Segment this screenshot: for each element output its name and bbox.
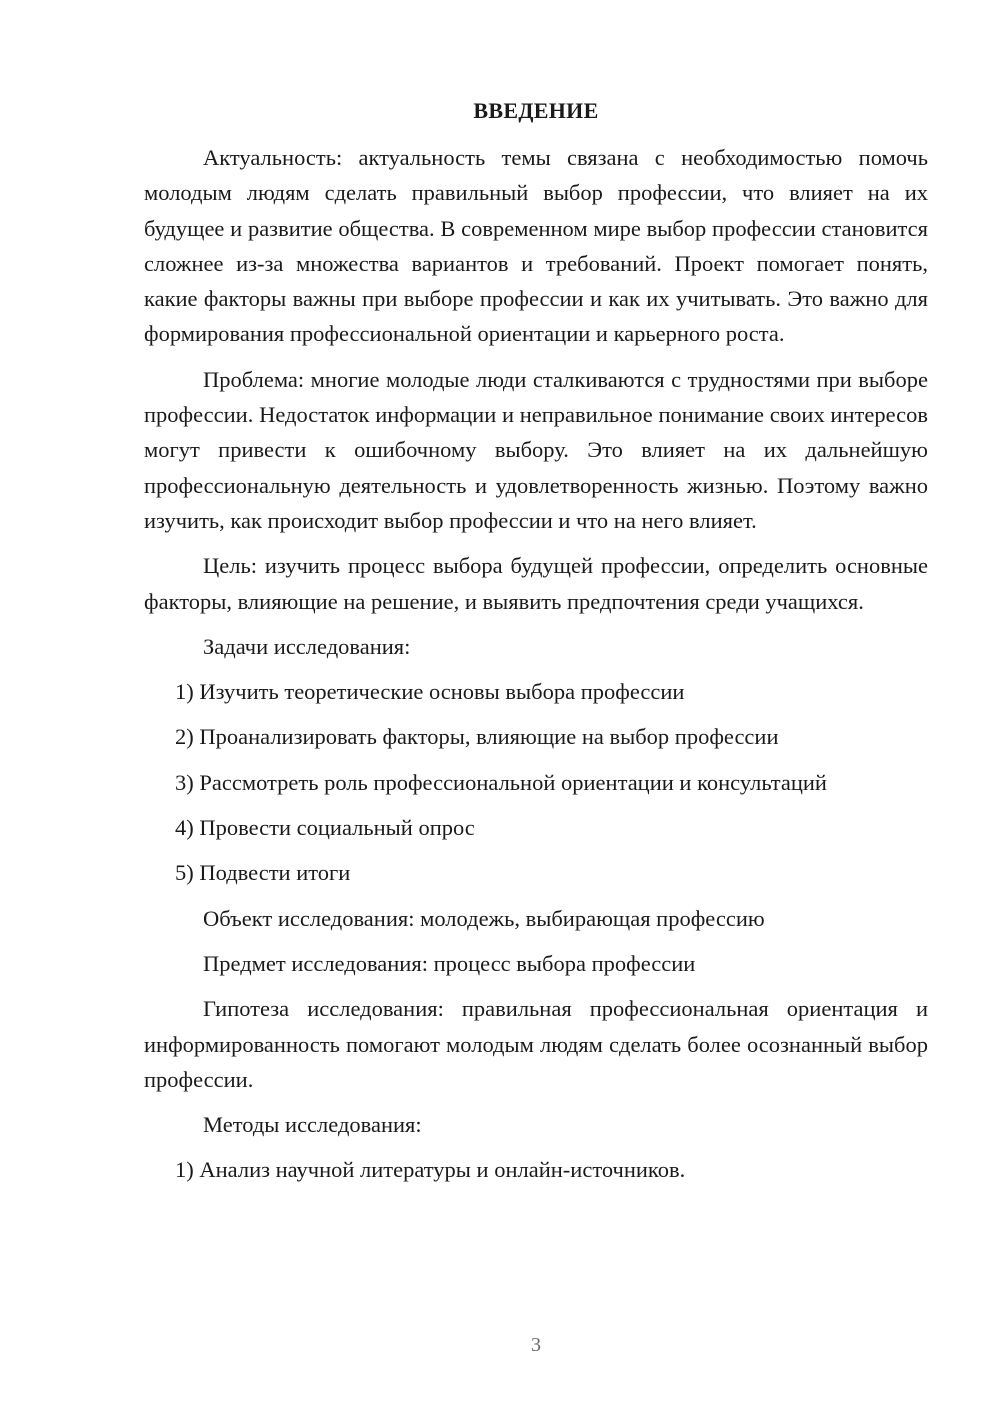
paragraph-problem: Проблема: многие молодые люди сталкиваются с трудностями при выборе профессии. Недостаток информации и неправильное понимание своих интересов могут привести к ошибочному выбору. Это влияет на их дальнейшую профессиональную деятельность и удовлетворенность жизнью. Поэтому важно изучить, как происходит выбор профессии и что на него влияет.	[144, 366, 928, 533]
task-item-3: 3) Рассмотреть роль профессиональной ориентации и консультаций	[175, 769, 827, 795]
paragraph-goal: Цель: изучить процесс выбора будущей профессии, определить основные факторы, влияющие на решение, и выявить предпочтения среди учащихся.	[144, 553, 928, 614]
methods-heading: Методы исследования:	[203, 1112, 422, 1138]
task-item-2: 2) Проанализировать факторы, влияющие на выбор профессии	[175, 724, 779, 750]
page-number: 3	[531, 1334, 541, 1356]
research-subject: Предмет исследования: процесс выбора профессии	[203, 950, 696, 976]
research-object: Объект исследования: молодежь, выбирающая профессию	[203, 905, 765, 931]
task-item-1: 1) Изучить теоретические основы выбора профессии	[175, 679, 685, 705]
method-item-1: 1) Анализ научной литературы и онлайн-источников.	[175, 1157, 686, 1183]
section-title: ВВЕДЕНИЕ	[473, 98, 599, 123]
task-item-4: 4) Провести социальный опрос	[175, 815, 475, 841]
task-item-5: 5) Подвести итоги	[175, 860, 351, 886]
tasks-heading: Задачи исследования:	[203, 633, 411, 659]
page-content	[144, 96, 928, 1198]
paragraph-relevance: Актуальность: актуальность темы связана с необходимостью помочь молодым людям сделать правильный выбор профессии, что влияет на их будущее и развитие общества. В современном мире выбор профессии становится сложнее из-за множества вариантов и требований. Проект помогает понять, какие факторы важны при выборе профессии и как их учитывать. Это важно для формирования профессиональной ориентации и карьерного роста.	[144, 145, 928, 347]
paragraph-hypothesis: Гипотеза исследования: правильная профессиональная ориентация и информированность помогают молодым людям сделать более осознанный выбор профессии.	[144, 996, 928, 1092]
